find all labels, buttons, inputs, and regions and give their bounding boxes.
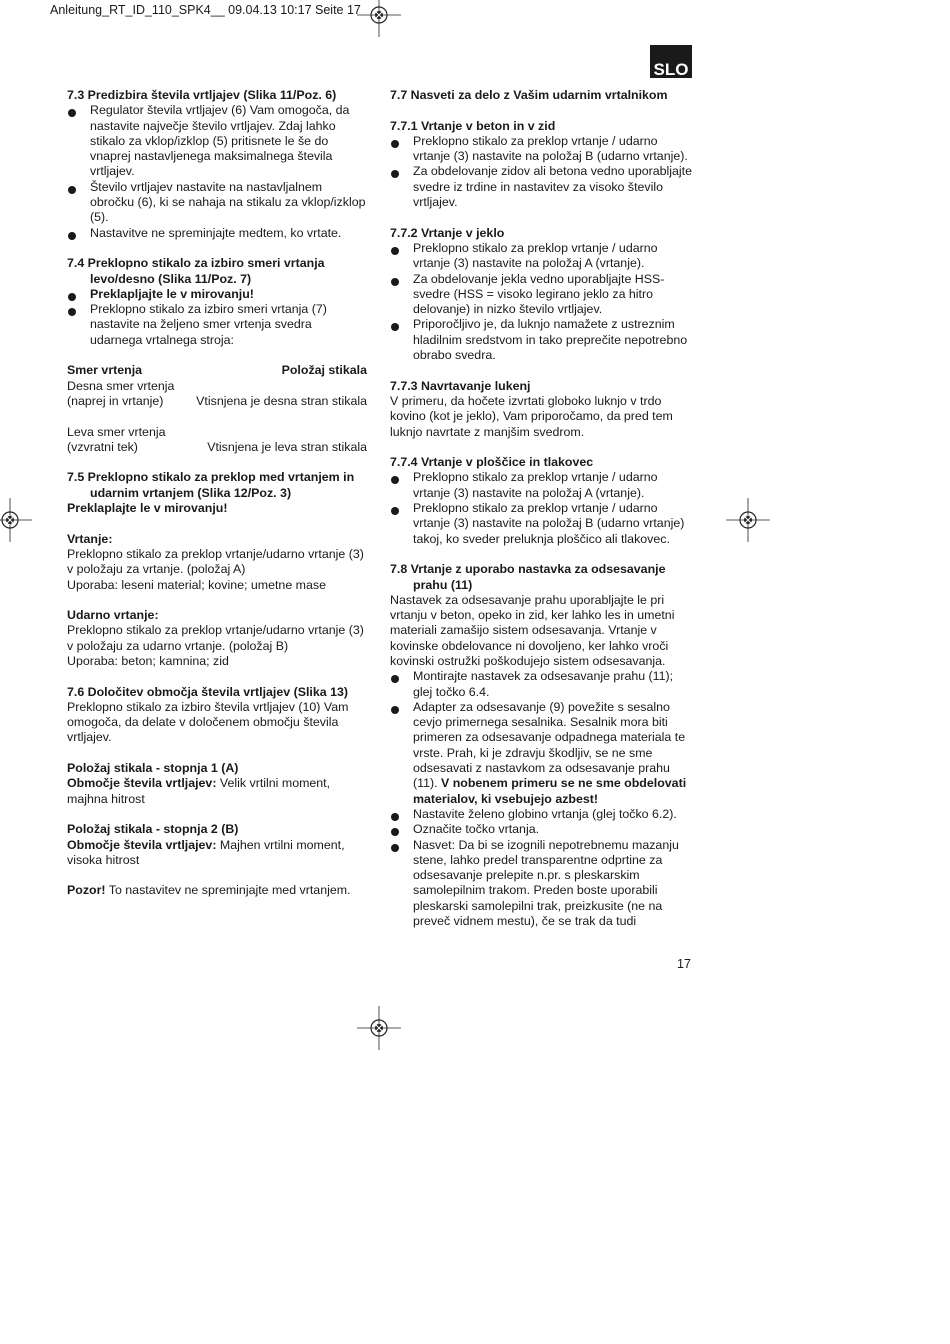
right-column — [390, 88, 692, 929]
table-cell: (vzvratni tek) — [67, 439, 138, 454]
table-cell: Desna smer vrtenja — [67, 378, 175, 393]
list-item: Montirajte nastavek za odsesavanje prahu (11); glej točko 6.4. — [390, 669, 692, 700]
section-7-5-subtitle: Preklaplajte le v mirovanju! — [67, 501, 228, 516]
warning-text: To nastavitev ne spreminjajte med vrtanjem. — [105, 883, 351, 898]
asbestos-warning: V nobenem primeru se ne sme obdelovati materialov, ki vsebujejo azbest! — [413, 776, 687, 806]
list-item: Nasvet: Da bi se izognili nepotrebnemu mazanju stene, lahko predel transparentne odprtine za odsesavanje prelepite n.pr. s pleskarskim samolepilnim trakom. Preden boste uporabili pleskarski samolepilni trak, preizkusite (ne na preveč vidnem mestu), če se trak da tudi — [390, 838, 692, 930]
list-item: Preklopno stikalo za preklop vrtanje / udarno vrtanje (3) nastavite na položaj A (vrtanje). — [390, 470, 692, 501]
section-7-3-list — [67, 103, 367, 241]
registration-mark-icon — [726, 498, 770, 542]
table-cell: Vtisnjena je desna stran stikala — [196, 393, 367, 408]
section-7-8-title: 7.8 Vrtanje z uporabo nastavka za odsesavanje prahu (11) — [390, 562, 666, 592]
paragraph: Uporaba: leseni material; kovine; umetne mase — [67, 577, 326, 592]
list-item: Preklopno stikalo za preklop vrtanje / udarno vrtanje (3) nastavite na položaj B (udarno vrtanje) takoj, ko sveder preluknja ploščico ali tlakovec. — [390, 501, 692, 547]
stage-1-text: Velik vrtilni moment, majhna hitrost — [67, 776, 331, 806]
section-7-7-2-list — [390, 241, 692, 363]
table-cell: Leva smer vrtenja — [67, 424, 166, 439]
list-item: Nastavitve ne spreminjajte medtem, ko vrtate. — [67, 226, 367, 241]
section-7-7-title: 7.7 Nasveti za delo z Vašim udarnim vrtalnikom — [390, 88, 668, 102]
language-badge: SLO — [650, 45, 692, 78]
section-7-4-title: 7.4 Preklopno stikalo za izbiro smeri vrtanja levo/desno (Slika 11/Poz. 7) — [67, 256, 325, 286]
stage-2-label: Območje števila vrtljajev: — [67, 837, 217, 852]
section-7-5-title: 7.5 Preklopno stikalo za preklop med vrtanjem in udarnim vrtanjem (Slika 12/Poz. 3) — [67, 470, 355, 500]
list-item-text: Adapter za odsesavanje (9) povežite s sesalno cevjo primernega sesalnika. Sesalnik mora biti primeren za odsesavanje odpadnega materiala te vrste. Prah, ki je zdravju škodljiv, se ne sme odsesavati z nastavkom za odsesavanje prahu (11). — [413, 699, 686, 791]
warning-label: Pozor! — [67, 883, 106, 898]
paragraph — [67, 838, 367, 869]
paragraph: Nastavek za odsesavanje prahu uporabljajte le pri vrtanju v beton, opeko in zid, ker lahko les in umetni materiali zamašijo sistem odsesavanja. Vrtanje v kovinske obdelovance ni dovoljeno, ker lahko vroči kovinski ostružki poškodujejo sistem odsesavanja. — [390, 592, 675, 668]
paragraph — [67, 776, 367, 807]
list-item: Preklapljajte le v mirovanju! — [67, 287, 367, 302]
stage-1-title: Položaj stikala - stopnja 1 (A) — [67, 761, 239, 776]
section-7-7-4-list — [390, 470, 692, 546]
section-7-6-title: 7.6 Določitev območja števila vrtljajev (Slika 13) — [67, 684, 348, 699]
paragraph: Preklopno stikalo za preklop vrtanje/udarno vrtanje (3) v položaju za vrtanje. (položaj A) — [67, 546, 364, 577]
direction-table — [67, 363, 367, 455]
table-header: Smer vrtenja — [67, 363, 143, 378]
registration-mark-icon — [0, 498, 32, 542]
list-item: Označite točko vrtanja. — [390, 822, 692, 837]
paragraph: Preklopno stikalo za izbiro števila vrtljajev (10) Vam omogoča, da delate v določenem območju števila vrtljajev. — [67, 699, 349, 745]
list-item: Preklopno stikalo za preklop vrtanje / udarno vrtanje (3) nastavite na položaj B (udarno vrtanje). — [390, 134, 692, 165]
section-7-3-title: 7.3 Predizbira števila vrtljajev (Slika 11/Poz. 6) — [67, 88, 337, 102]
hammer-drilling-title: Udarno vrtanje: — [67, 608, 159, 623]
list-item: Preklopno stikalo za preklop vrtanje / udarno vrtanje (3) nastavite na položaj A (vrtanje). — [390, 241, 692, 272]
section-7-7-1-list — [390, 134, 692, 210]
list-item: Priporočljivo je, da luknjo namažete z ustreznim hladilnim sredstvom in tako preprečite nepotrebno obrabo svedra. — [390, 317, 692, 363]
section-7-7-3-title: 7.7.3 Navrtavanje lukenj — [390, 378, 531, 393]
table-cell: (naprej in vrtanje) — [67, 393, 164, 408]
page-number: 17 — [677, 957, 691, 971]
drilling-title: Vrtanje: — [67, 531, 113, 546]
section-7-7-4-title: 7.7.4 Vrtanje v ploščice in tlakovec — [390, 455, 594, 470]
list-item: Za obdelovanje jekla vedno uporabljajte HSS-svedre (HSS = visoko legirano jeklo za hitro delovanje) in nizko število vrtljajev. — [390, 272, 692, 318]
list-item: Regulator števila vrtljajev (6) Vam omogoča, da nastavite največje število vrtljajev. Zdaj lahko stikalo za vklop/izklop (5) pritisnete le še do vnaprej nastavljenega maksimalnega števila vrtljajev. — [67, 103, 367, 179]
stage-1-label: Območje števila vrtljajev: — [67, 776, 217, 791]
list-item: Za obdelovanje zidov ali betona vedno uporabljajte svedre iz trdine in nastavitev za visoko število vrtljajev. — [390, 164, 692, 210]
table-header: Položaj stikala — [281, 363, 367, 378]
paragraph: Preklopno stikalo za preklop vrtanje/udarno vrtanje (3) v položaju za udarno vrtanje. (položaj B) — [67, 623, 364, 653]
section-7-4-list — [67, 287, 367, 348]
stage-2-text: Majhen vrtilni moment, visoka hitrost — [67, 837, 345, 867]
registration-mark-icon — [357, 0, 401, 37]
warning-note — [67, 883, 367, 898]
list-item: Število vrtljajev nastavite na nastavljalnem obročku (6), ki se nahaja na stikalu za vklop/izklop (5). — [67, 180, 367, 226]
list-item: Preklopno stikalo za izbiro smeri vrtanja (7) nastavite na željeno smer vrtenja svedra udarnega vrtalnega stroja: — [67, 302, 367, 348]
print-header: Anleitung_RT_ID_110_SPK4__ 09.04.13 10:17 Seite 17 — [50, 3, 361, 17]
section-7-7-2-title: 7.7.2 Vrtanje v jeklo — [390, 225, 505, 240]
paragraph: Uporaba: beton; kamnina; zid — [67, 653, 229, 668]
registration-mark-icon — [357, 1006, 401, 1050]
list-item — [390, 700, 692, 807]
stage-2-title: Položaj stikala - stopnja 2 (B) — [67, 822, 239, 837]
section-7-7-1-title: 7.7.1 Vrtanje v beton in v zid — [390, 118, 556, 133]
table-cell: Vtisnjena je leva stran stikala — [207, 439, 367, 454]
left-column — [67, 88, 367, 899]
paragraph: V primeru, da hočete izvrtati globoko luknjo v trdo kovino (kot je jeklo), Vam priporočamo, da pred tem luknjo navrtate z manjšim svedrom. — [390, 393, 673, 439]
section-7-8-list — [390, 669, 692, 929]
list-item: Nastavite želeno globino vrtanja (glej točko 6.2). — [390, 807, 692, 822]
